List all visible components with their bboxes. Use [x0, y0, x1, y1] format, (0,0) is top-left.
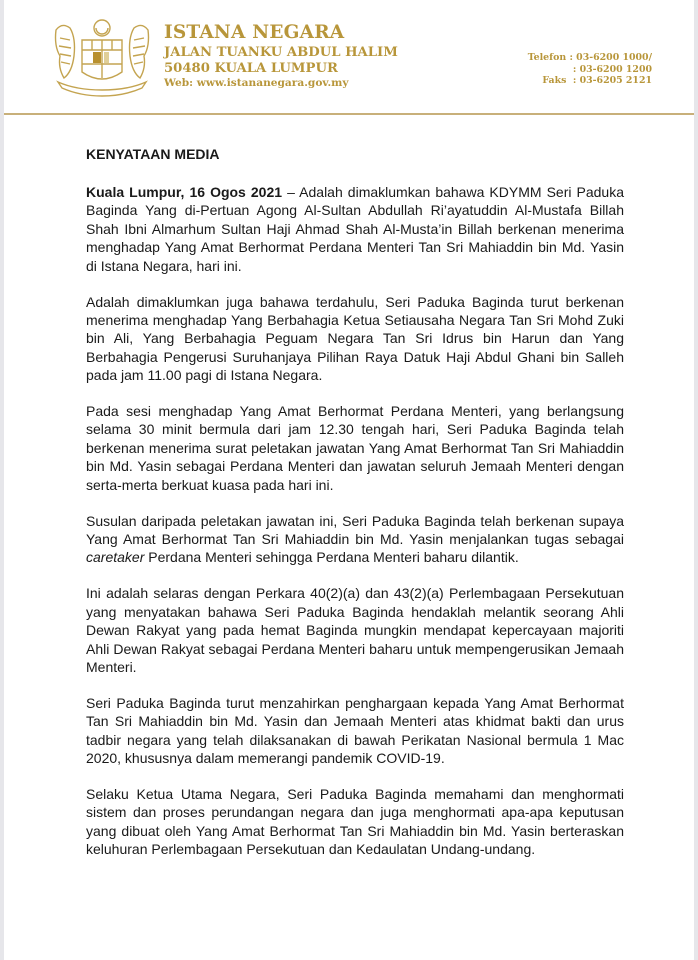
paragraph-1	[86, 183, 624, 275]
paragraph-4	[86, 512, 624, 567]
document-page	[4, 0, 694, 960]
website-link[interactable]: Web: www.istananegara.gov.my	[164, 76, 349, 89]
address-line-1: JALAN TUANKU ABDUL HALIM	[164, 44, 398, 60]
organisation-block	[164, 24, 398, 89]
header-divider	[4, 113, 694, 115]
organisation-name: ISTANA NEGARA	[164, 22, 345, 43]
paragraph-5: Ini adalah selaras dengan Perkara 40(2)(a) dan 43(2)(a) Perlembagaan Persekutuan yang menyatakan bahawa Seri Paduka Baginda hendaklah melantik seorang Ahli Dewan Rakyat yang pada hemat Baginda mungkin mendapat kepercayaan majoriti Ahli Dewan Rakyat sebagai Perdana Menteri baharu untuk mempengerusikan Jemaah Menteri.	[86, 585, 624, 675]
fax-line: Faks : 03-6205 2121	[542, 75, 652, 86]
telephone-line-2: : 03-6200 1200	[572, 63, 652, 75]
dateline: Kuala Lumpur, 16 Ogos 2021	[86, 184, 283, 200]
paragraph-4-text-before: Susulan daripada peletakan jawatan ini, Seri Paduka Baginda telah berkenan supaya Yang Amat Berhormat Tan Sri Mahiaddin bin Md. Yasin menjalankan tugas sebagai	[86, 512, 624, 547]
paragraph-1-text: – Adalah dimaklumkan bahawa KDYMM Seri Paduka Baginda Yang di-Pertuan Agong Al-Sultan Abdullah Ri’ayatuddin Al-Mustafa Billah Shah Ibni Almarhum Sultan Haji Ahmad Shah Al-Musta’in Billah berkenan menerima menghadap Yang Amat Berhormat Perdana Menteri Tan Sri Mahiaddin bin Md. Yasin di Istana Negara, hari ini.	[86, 184, 625, 274]
paragraph-7: Selaku Ketua Utama Negara, Seri Paduka Baginda memahami dan menghormati sistem dan proses perundangan negara dan juga menghormati apa-apa keputusan yang dibuat oleh Yang Amat Berhormat Tan Sri Mahiaddin bin Md. Yasin berteraskan keluhuran Perlembagaan Persekutuan dan Kedaulatan Undang-undang.	[86, 785, 624, 858]
coat-of-arms-icon	[46, 16, 158, 98]
address-line-2: 50480 KUALA LUMPUR	[164, 60, 338, 76]
document-body	[86, 145, 624, 876]
paragraph-4-text-after: Perdana Menteri sehingga Perdana Menteri baharu dilantik.	[144, 549, 519, 566]
document-title: KENYATAAN MEDIA	[86, 146, 220, 162]
caretaker-term: caretaker	[86, 549, 145, 566]
letterhead	[4, 0, 694, 114]
contact-block	[528, 52, 652, 87]
paragraph-2: Adalah dimaklumkan juga bahawa terdahulu, Seri Paduka Baginda turut berkenan menerima menghadap Yang Berbahagia Ketua Setiausaha Negara Tan Sri Mohd Zuki bin Ali, Yang Berbahagia Peguam Negara Tan Sri Idrus bin Harun dan Yang Berbahagia Pengerusi Suruhanjaya Pilihan Raya Datuk Haji Abdul Ghani bin Salleh pada jam 11.00 pagi di Istana Negara.	[86, 293, 624, 384]
paragraph-6: Seri Paduka Baginda turut menzahirkan penghargaan kepada Yang Amat Berhormat Tan Sri Mahiaddin bin Md. Yasin dan Jemaah Menteri atas khidmat bakti dan urus tadbir negara yang telah dilaksanakan di bawah Perikatan Nasional bermula 1 Mac 2020, khususnya dalam memerangi pandemik COVID-19.	[86, 694, 624, 767]
paragraph-3: Pada sesi menghadap Yang Amat Berhormat Perdana Menteri, yang berlangsung selama 30 minit bermula dari jam 12.30 tengah hari, Seri Paduka Baginda telah berkenan menerima surat peletakan jawatan Yang Amat Berhormat Tan Sri Mahiaddin bin Md. Yasin sebagai Perdana Menteri dan jawatan seluruh Jemaah Menteri dengan serta-merta berkuat kuasa pada hari ini.	[86, 403, 624, 493]
telephone-line-1: Telefon : 03-6200 1000/	[527, 52, 652, 63]
